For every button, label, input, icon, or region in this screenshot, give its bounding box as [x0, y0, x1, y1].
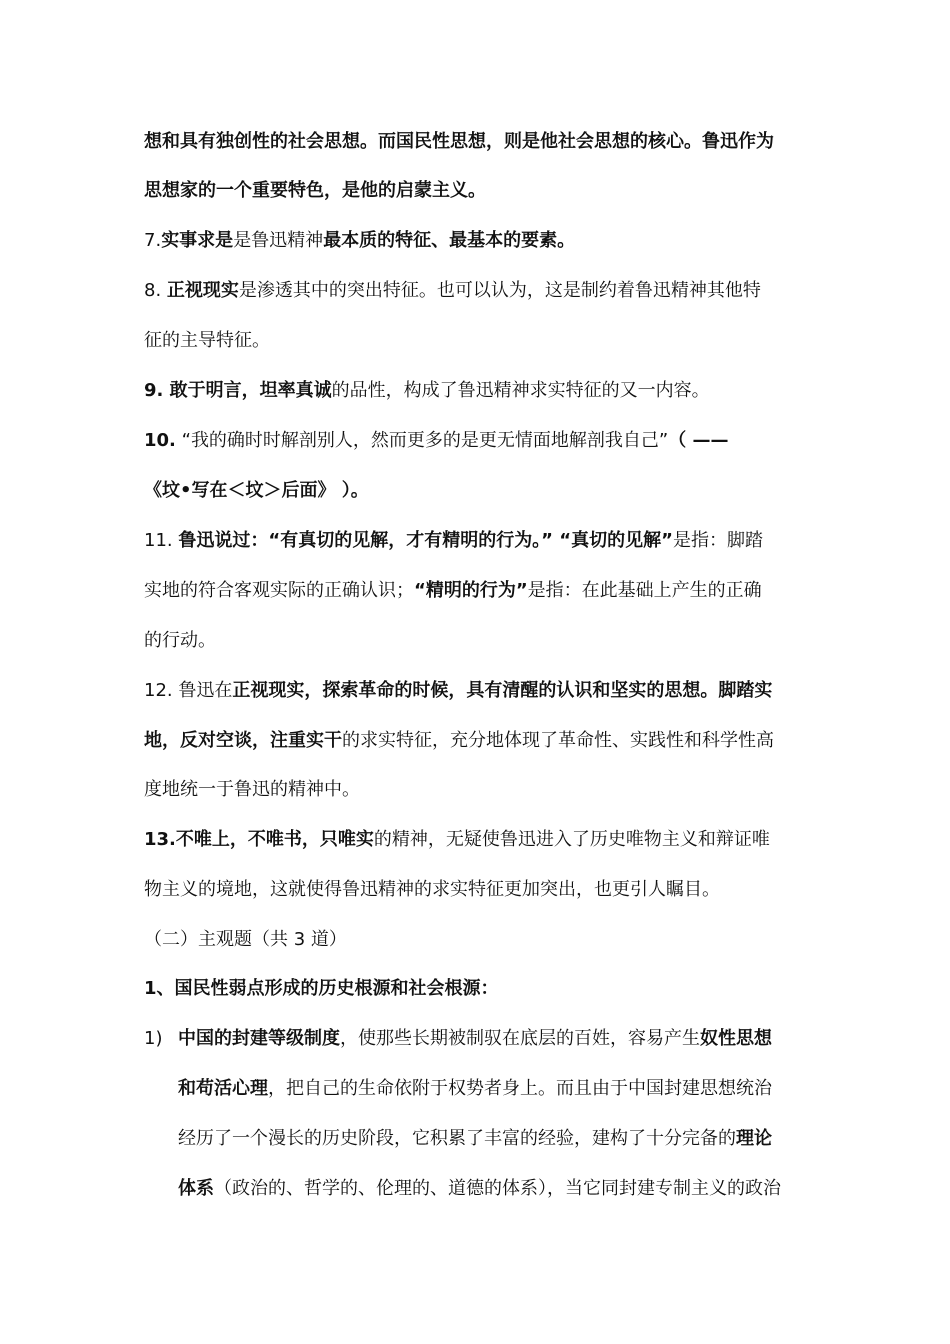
bold-text-span: 中国的封建等级制度	[178, 1028, 340, 1049]
text-span: 是指：脚踏	[672, 530, 763, 551]
text-span: 的精神，无疑使鲁迅进入了历史唯物主义和辩证唯	[373, 829, 770, 850]
text-span: 是鲁迅精神	[233, 230, 324, 251]
text-span: 征的主导特征。	[144, 330, 270, 351]
bold-text-span: 理论	[736, 1128, 772, 1149]
text-span: 的行动。	[144, 630, 216, 651]
bold-text-span: 想和具有独创性的社会思想。而国民性思想，则是他社会思想的核心。鲁迅作为	[144, 131, 774, 152]
text-span: （政治的、哲学的、伦理的、道德的体系），当它同封建专制主义的政治	[214, 1178, 781, 1199]
text-line	[144, 277, 812, 305]
bold-text-span: 体系	[178, 1178, 214, 1199]
list-item-line	[178, 1025, 812, 1053]
text-line	[144, 627, 812, 655]
text-span: 是指：在此基础上产生的正确	[527, 580, 762, 601]
text-line	[144, 527, 812, 555]
bold-text-span: 奴性思想	[700, 1028, 772, 1049]
text-line	[144, 177, 812, 205]
text-span: 经历了一个漫长的历史阶段，它积累了丰富的经验，建构了十分完备的	[178, 1128, 736, 1149]
text-line	[144, 876, 812, 904]
text-span: 物主义的境地，这就使得鲁迅精神的求实特征更加突出，也更引人瞩目。	[144, 879, 720, 900]
bold-text-span: 和苟活心理	[178, 1078, 268, 1099]
bold-text-span: “精明的行为”	[414, 580, 528, 601]
list-item-line	[178, 1075, 812, 1103]
text-line	[144, 776, 812, 804]
list-marker: 1)	[144, 1028, 163, 1049]
text-line	[144, 677, 812, 705]
bold-text-span: 10.	[144, 430, 176, 451]
text-span: 的品性，构成了鲁迅精神求实特征的又一内容。	[331, 380, 710, 401]
text-line	[144, 826, 812, 854]
bold-text-span: 1、国民性弱点形成的历史根源和社会根源：	[144, 978, 499, 999]
text-line	[144, 227, 812, 255]
list-item-line	[178, 1175, 812, 1203]
text-span: 是渗透其中的突出特征。也可以认为，这是制约着鲁迅精神其他特	[238, 280, 761, 301]
text-line	[144, 926, 812, 954]
text-span: 12. 鲁迅在	[144, 680, 233, 701]
text-span: 7.	[144, 230, 162, 251]
text-line	[144, 477, 812, 505]
text-span: ，使那些长期被制驭在底层的百姓，容易产生	[340, 1028, 700, 1049]
bold-text-span: 13.不唯上，不唯书，只唯实	[144, 829, 374, 850]
text-span: “我的确时时解剖别人，然而更多的是更无情面地解剖我自己”	[175, 430, 669, 451]
text-line	[144, 577, 812, 605]
text-line	[144, 975, 812, 1003]
text-span: 实地的符合客观实际的正确认识；	[144, 580, 414, 601]
bold-text-span: 最本质的特征、最基本的要素。	[323, 230, 576, 251]
text-line	[144, 377, 812, 405]
text-span: （二）主观题（共 3 道）	[144, 929, 347, 950]
text-span: ，把自己的生命依附于权势者身上。而且由于中国封建思想统治	[268, 1078, 772, 1099]
text-line	[144, 427, 812, 455]
bold-text-span: （ ——	[668, 430, 729, 451]
text-span: 度地统一于鲁迅的精神中。	[144, 779, 360, 800]
text-span: 8.	[144, 280, 167, 301]
bold-text-span: 《坟•写在＜坟＞后面》 ）。	[144, 480, 369, 501]
bold-text-span: 9. 敢于明言，坦率真诚	[144, 380, 332, 401]
text-line	[144, 327, 812, 355]
text-span: 的求实特征，充分地体现了革命性、实践性和科学性高	[342, 730, 774, 751]
list-item-line	[178, 1125, 812, 1153]
bold-text-span: 鲁迅说过：“有真切的见解，才有精明的行为。” “真切的见解”	[178, 530, 673, 551]
text-line	[144, 727, 812, 755]
bold-text-span: 思想家的一个重要特色，是他的启蒙主义。	[144, 180, 486, 201]
bold-text-span: 实事求是	[161, 230, 234, 251]
bold-text-span: 正视现实	[166, 280, 239, 301]
text-span: 11.	[144, 530, 179, 551]
bold-text-span: 地，反对空谈，注重实干	[144, 730, 342, 751]
text-line	[144, 128, 812, 156]
bold-text-span: 正视现实，探索革命的时候，具有清醒的认识和坚实的思想。脚踏实	[232, 680, 773, 701]
